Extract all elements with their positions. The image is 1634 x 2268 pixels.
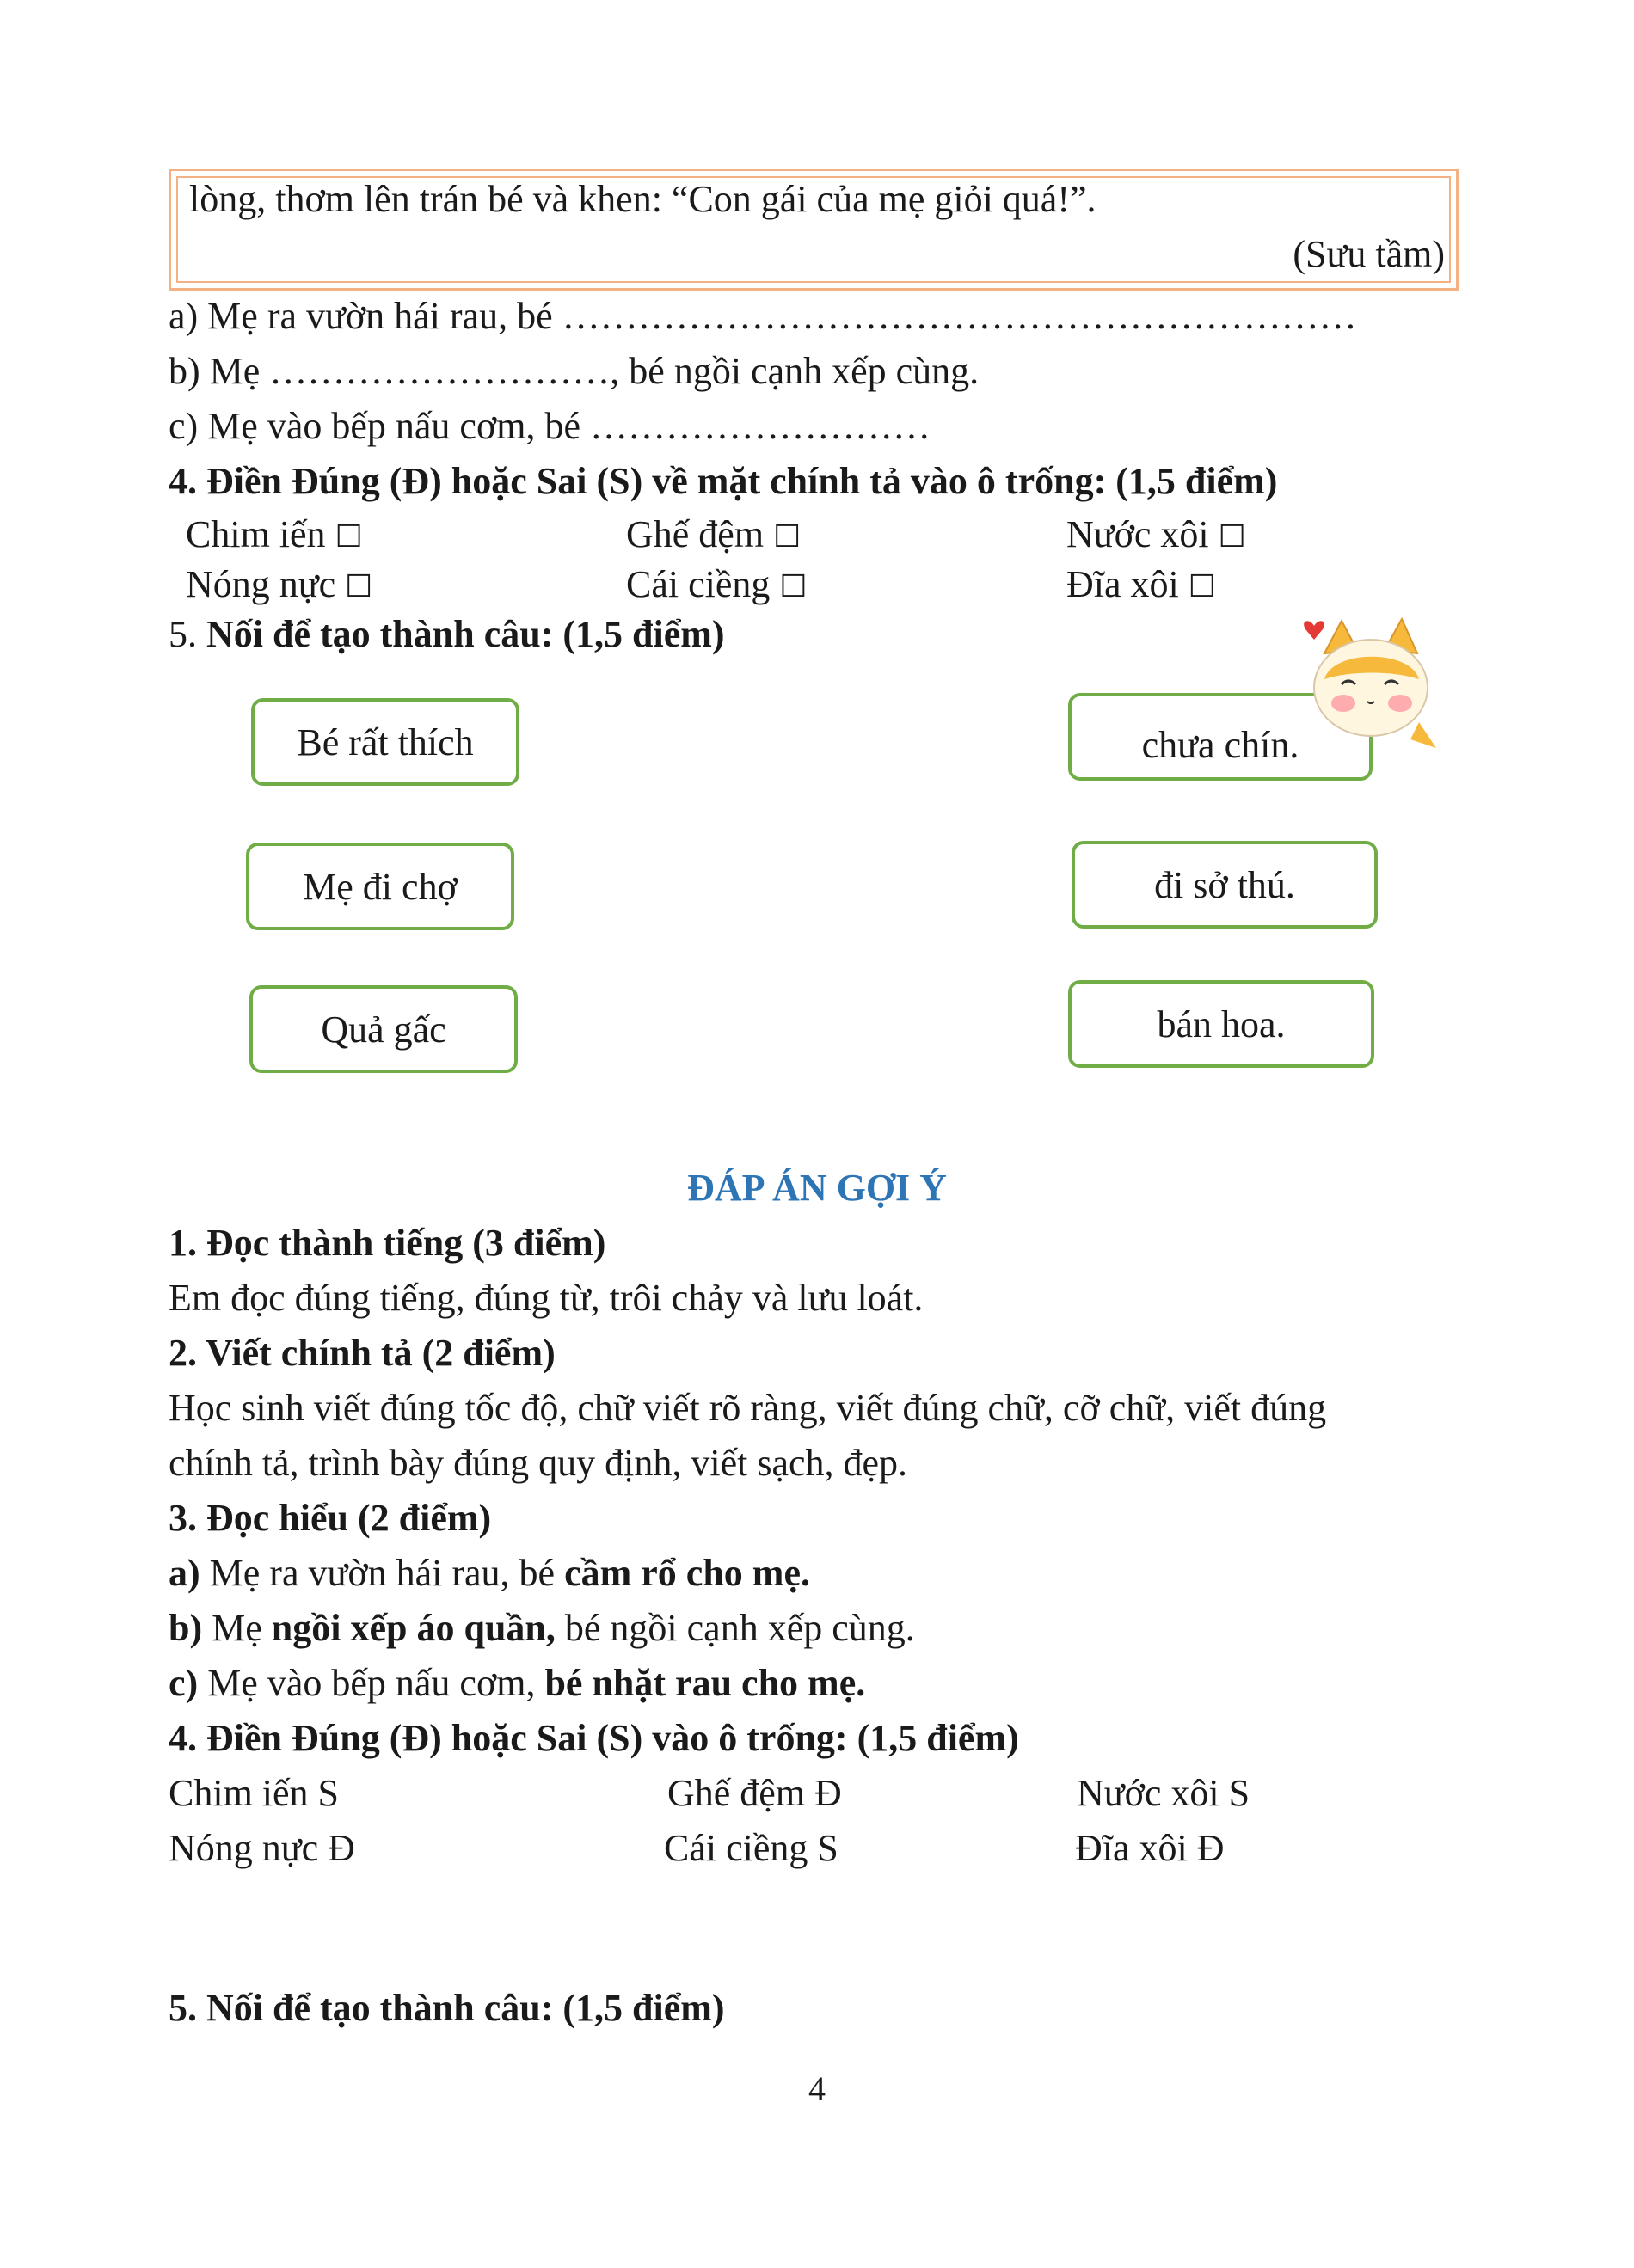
answer-s2-line2: chính tả, trình bày đúng quy định, viết sạch, đẹp. (169, 1442, 908, 1484)
answer-s3-a: a) Mẹ ra vườn hái rau, bé cầm rổ cho mẹ. (169, 1552, 810, 1594)
checkbox[interactable]: ☐ (773, 519, 802, 555)
q5-title: 5. Nối để tạo thành câu: (1,5 điểm) (169, 613, 725, 655)
answer-s4-item: Cái ciềng S (664, 1827, 838, 1869)
checkbox[interactable]: ☐ (1188, 569, 1217, 604)
answer-s1-title: 1. Đọc thành tiếng (3 điểm) (169, 1222, 606, 1264)
q4-item: Ghế đệm ☐ (626, 513, 802, 555)
answer-s3-b: b) Mẹ ngồi xếp áo quần, bé ngồi cạnh xếp cùng. (169, 1607, 915, 1649)
q4-item: Nóng nực ☐ (186, 563, 373, 605)
q4-item: Cái ciềng ☐ (626, 563, 808, 605)
answer-s2-title: 2. Viết chính tả (2 điểm) (169, 1332, 556, 1374)
match-right-3[interactable]: bán hoa. (1068, 980, 1374, 1068)
answer-key-title: ĐÁP ÁN GỢI Ý (687, 1167, 947, 1209)
checkbox[interactable]: ☐ (1218, 519, 1246, 555)
answer-s5-title: 5. Nối để tạo thành câu: (1,5 điểm) (169, 1987, 725, 2029)
q3-line-b: b) Mẹ ………………………, bé ngồi cạnh xếp cùng. (169, 350, 980, 392)
answer-s3-title: 3. Đọc hiểu (2 điểm) (169, 1497, 492, 1539)
q4-item: Đĩa xôi ☐ (1066, 563, 1217, 605)
answer-s4-item: Ghế đệm Đ (667, 1772, 842, 1814)
answer-s3-c: c) Mẹ vào bếp nấu cơm, bé nhặt rau cho mẹ. (169, 1662, 866, 1704)
answer-s4-item: Chim iến S (169, 1772, 340, 1814)
q4-title: 4. Điền Đúng (Đ) hoặc Sai (S) về mặt chính tả vào ô trống: (1,5 điểm) (169, 460, 1278, 502)
match-right-2[interactable]: đi sở thú. (1072, 841, 1378, 929)
answer-s4-item: Nóng nực Đ (169, 1827, 355, 1869)
q3-line-a: a) Mẹ ra vườn hái rau, bé ……………………………………………………… (169, 295, 1357, 337)
checkbox[interactable]: ☐ (335, 519, 363, 555)
passage-source: (Sưu tầm) (1293, 233, 1445, 275)
match-left-3[interactable]: Quả gấc (249, 985, 518, 1073)
q4-item: Nước xôi ☐ (1066, 513, 1246, 555)
answer-s4-item: Đĩa xôi Đ (1075, 1827, 1225, 1869)
answer-s1-text: Em đọc đúng tiếng, đúng từ, trôi chảy và lưu loát. (169, 1277, 924, 1319)
answer-s2-line1: Học sinh viết đúng tốc độ, chữ viết rõ ràng, viết đúng chữ, cỡ chữ, viết đúng (169, 1387, 1327, 1429)
checkbox[interactable]: ☐ (779, 569, 808, 604)
answer-s4-title: 4. Điền Đúng (Đ) hoặc Sai (S) vào ô trống: (1,5 điểm) (169, 1717, 1019, 1759)
passage-last-line: lòng, thơm lên trán bé và khen: “Con gái của mẹ giỏi quá!”. (189, 178, 1096, 220)
q4-item: Chim iến ☐ (186, 513, 363, 555)
cat-sticker-image (1290, 602, 1445, 757)
match-left-2[interactable]: Mẹ đi chợ (246, 843, 514, 930)
checkbox[interactable]: ☐ (345, 569, 373, 604)
answer-s4-item: Nước xôi S (1077, 1772, 1250, 1814)
q3-line-c: c) Mẹ vào bếp nấu cơm, bé ……………………… (169, 405, 931, 447)
match-left-1[interactable]: Bé rất thích (251, 698, 519, 786)
match-right-1[interactable]: chưa chín. (1068, 693, 1373, 781)
page-number: 4 (808, 2069, 826, 2108)
